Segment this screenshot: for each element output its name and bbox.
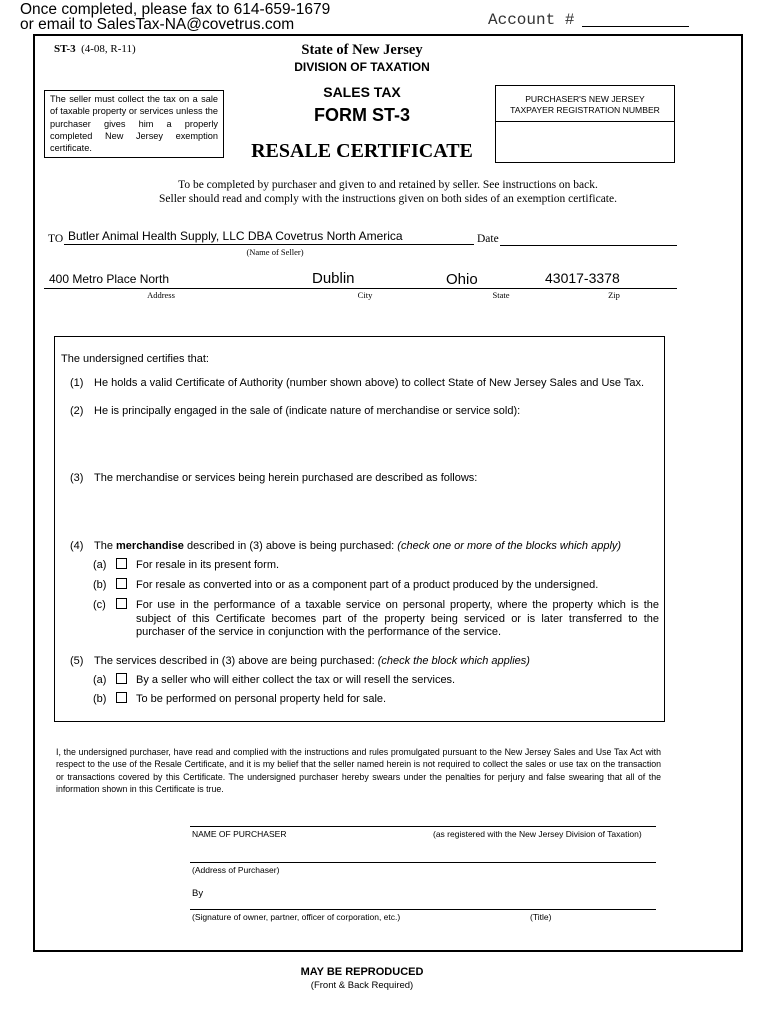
item4b-text: For resale as converted into or as a component part of a product produced by the undersigned.: [136, 579, 599, 591]
item4b-checkbox[interactable]: [116, 578, 127, 589]
item2-number: (2): [70, 405, 84, 417]
item4a-text: For resale in its present form.: [136, 559, 280, 571]
item4a-checkbox[interactable]: [116, 558, 127, 569]
to-label: TO: [48, 233, 64, 245]
item4-number: (4): [70, 540, 84, 552]
address-caption: Address: [147, 290, 175, 300]
seller-state[interactable]: Ohio: [446, 271, 478, 288]
purchaser-address-line[interactable]: [190, 862, 656, 863]
date-label: Date: [477, 233, 499, 245]
state-caption: State: [492, 290, 510, 300]
division-heading: DIVISION OF TAXATION: [294, 60, 430, 74]
item4c-checkbox[interactable]: [116, 598, 127, 609]
purchaser-name-label: NAME OF PURCHASER: [192, 829, 287, 839]
state-heading: State of New Jersey: [301, 42, 423, 58]
fax-instruction: Once completed, please fax to 614-659-1679: [20, 1, 331, 18]
seller-city[interactable]: Dublin: [312, 270, 355, 287]
front-back-notice: (Front & Back Required): [310, 980, 414, 991]
form-code: ST-3 (4-08, R-11): [54, 43, 136, 55]
certification-intro: The undersigned certifies that:: [61, 353, 209, 365]
item2-answer-area[interactable]: [94, 422, 654, 466]
purchaser-address-label: (Address of Purchaser): [192, 865, 280, 875]
item3-answer-area[interactable]: [94, 489, 654, 535]
item5b-checkbox[interactable]: [116, 692, 127, 703]
seller-notice-box: [44, 90, 224, 158]
seller-address-line: [44, 288, 677, 289]
signature-label: (Signature of owner, partner, officer of corporation, etc.): [192, 912, 401, 922]
tax-type: SALES TAX: [323, 84, 401, 100]
item5b-letter: (b): [93, 693, 107, 705]
purchaser-name-line[interactable]: [190, 826, 656, 827]
item5-number: (5): [70, 655, 84, 667]
item2-text: He is principally engaged in the sale of (indicate nature of merchandise or service sold):: [94, 405, 521, 417]
item4c-letter: (c): [93, 599, 106, 611]
seller-address[interactable]: 400 Metro Place North: [49, 272, 170, 286]
seller-name-line: [64, 244, 474, 245]
city-caption: City: [357, 290, 373, 300]
registration-number-box[interactable]: [495, 85, 675, 163]
signature-line[interactable]: [190, 909, 656, 910]
item5a-checkbox[interactable]: [116, 673, 127, 684]
by-label: By: [192, 888, 204, 899]
date-line[interactable]: [500, 245, 677, 246]
item3-number: (3): [70, 472, 84, 484]
item5b-text: To be performed on personal property held for sale.: [136, 693, 387, 705]
registration-label-line1: PURCHASER'S NEW JERSEY: [525, 94, 645, 104]
reproduce-notice: MAY BE REPRODUCED: [300, 966, 424, 978]
title-label: (Title): [530, 912, 552, 922]
seller-zip[interactable]: 43017-3378: [545, 270, 620, 286]
item1-number: (1): [70, 377, 84, 389]
seller-notice-text: The seller must collect the tax on a sale of taxable property or services unless the purchaser gives him a properly completed New Jersey exemption certificate.: [50, 94, 218, 154]
item4-text: The merchandise described in (3) above is being purchased: (check one or more of the blocks which apply): [94, 540, 622, 552]
seller-name[interactable]: Butler Animal Health Supply, LLC DBA Covetrus North America: [68, 229, 403, 243]
form-name: FORM ST-3: [313, 105, 410, 125]
form-title: RESALE CERTIFICATE: [251, 140, 473, 162]
registered-note: (as registered with the New Jersey Division of Taxation): [433, 829, 642, 839]
instructions-line2: Seller should read and comply with the instructions given on both sides of an exemption certificate.: [159, 193, 617, 205]
item4c-text: For use in the performance of a taxable service on personal property, where the property which is the subject of this Certificate becomes part of the property being serviced or is later transferred to the purchaser of the service in conjunction with the performance of the service.: [136, 599, 659, 638]
zip-caption: Zip: [608, 290, 620, 300]
item4b-letter: (b): [93, 579, 107, 591]
item1-text: He holds a valid Certificate of Authority (number shown above) to collect State of New Jersey Sales and Use Tax.: [94, 377, 645, 389]
item5-text: The services described in (3) above are being purchased: (check the block which applies): [94, 655, 530, 667]
seller-name-caption: (Name of Seller): [246, 247, 304, 257]
account-label: Account #: [488, 11, 575, 29]
item3-text: The merchandise or services being herein purchased are described as follows:: [94, 472, 478, 484]
email-instruction: or email to SalesTax-NA@covetrus.com: [20, 16, 295, 33]
item4a-letter: (a): [93, 559, 107, 571]
item5a-letter: (a): [93, 674, 107, 686]
registration-label-box: [495, 85, 675, 122]
item5a-text: By a seller who will either collect the tax or will resell the services.: [136, 674, 456, 686]
account-number-line[interactable]: [582, 26, 689, 27]
instructions-line1: To be completed by purchaser and given to and retained by seller. See instructions on back.: [178, 179, 598, 191]
registration-label-line2: TAXPAYER REGISTRATION NUMBER: [510, 105, 660, 115]
declaration-text: I, the undersigned purchaser, have read and complied with the instructions and rules promulgated pursuant to the New Jersey Sales and Use Tax Act with respect to the use of the Resale Certificate, and it is my belief that the seller named herein is not required to collect the sales or use tax on the transaction or transactions covered by this Certificate. The undersigned purchaser hereby swears under the penalties for perjury and false swearing that all of the information shown in this Certificate is true.: [56, 747, 661, 795]
